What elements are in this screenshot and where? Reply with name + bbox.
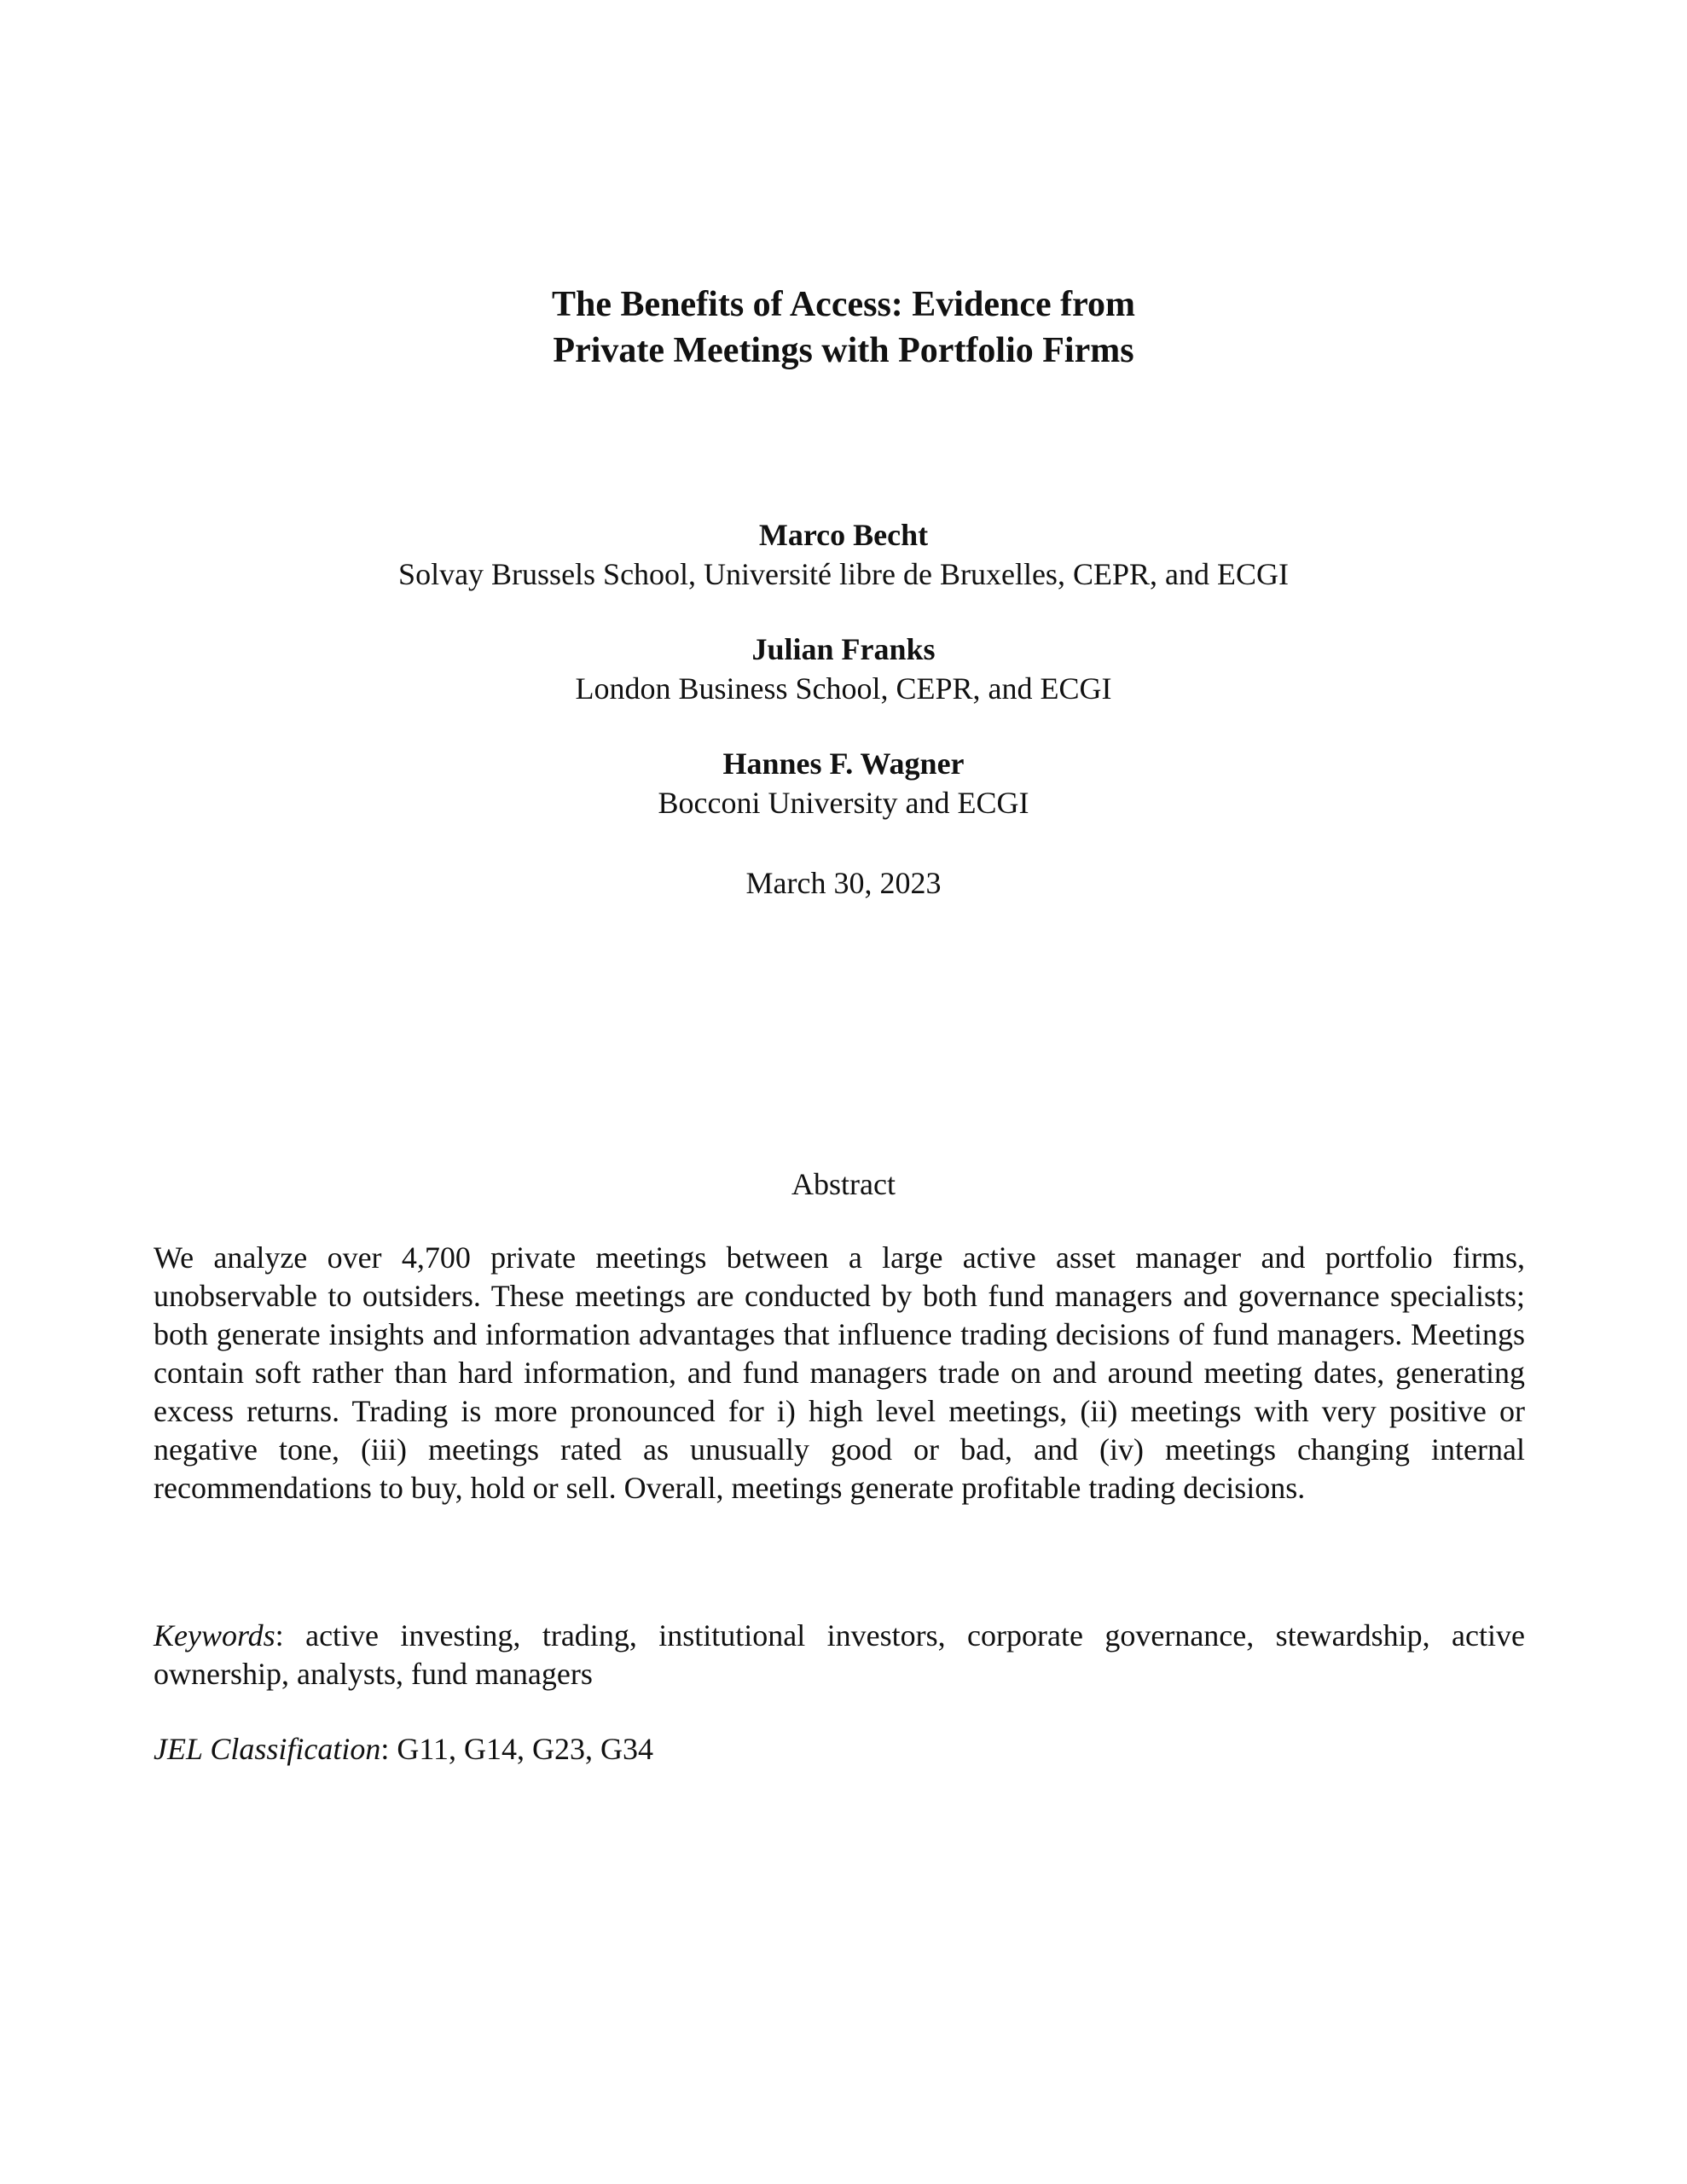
author-block-3 (0, 744, 1687, 822)
keywords-text: : active investing, trading, institutional investors, corporate governance, stewardship, active ownership, analysts, fund managers (154, 1618, 1525, 1691)
author-affiliation: Solvay Brussels School, Université libre de Bruxelles, CEPR, and ECGI (398, 557, 1289, 591)
author-block-1 (0, 515, 1687, 594)
paper-title (0, 282, 1687, 374)
author-affiliation: Bocconi University and ECGI (658, 786, 1029, 820)
author-name: Hannes F. Wagner (722, 746, 965, 781)
author-block-2 (0, 630, 1687, 708)
author-name: Julian Franks (751, 632, 936, 666)
jel-label: JEL Classification (154, 1732, 381, 1766)
abstract-text: We analyze over 4,700 private meetings between a large active asset manager and portfolio firms, unobservable to outsiders. These meetings are conducted by both fund managers and governance specialists; both generate insights and information advantages that influence trading decisions of fund managers. Meetings contain soft rather than hard information, and fund managers trade on and around meeting dates, generating excess returns. Trading is more pronounced for i) high level meetings, (ii) meetings with very positive or negative tone, (iii) meetings rated as unusually good or bad, and (iv) meetings changing internal recommendations to buy, hold or sell. Overall, meetings generate profitable trading decisions. (154, 1240, 1525, 1505)
author-affiliation: London Business School, CEPR, and ECGI (575, 671, 1112, 706)
paper-title-line-2: Private Meetings with Portfolio Firms (553, 331, 1134, 370)
abstract-heading: Abstract (791, 1167, 896, 1201)
jel-classification (154, 1730, 1525, 1769)
keywords (154, 1617, 1525, 1693)
author-name: Marco Becht (758, 518, 929, 552)
publication-date: March 30, 2023 (745, 866, 942, 900)
paper-title-line-1: The Benefits of Access: Evidence from (552, 285, 1135, 324)
keywords-label: Keywords (154, 1618, 275, 1653)
jel-codes: : G11, G14, G23, G34 (380, 1732, 654, 1766)
